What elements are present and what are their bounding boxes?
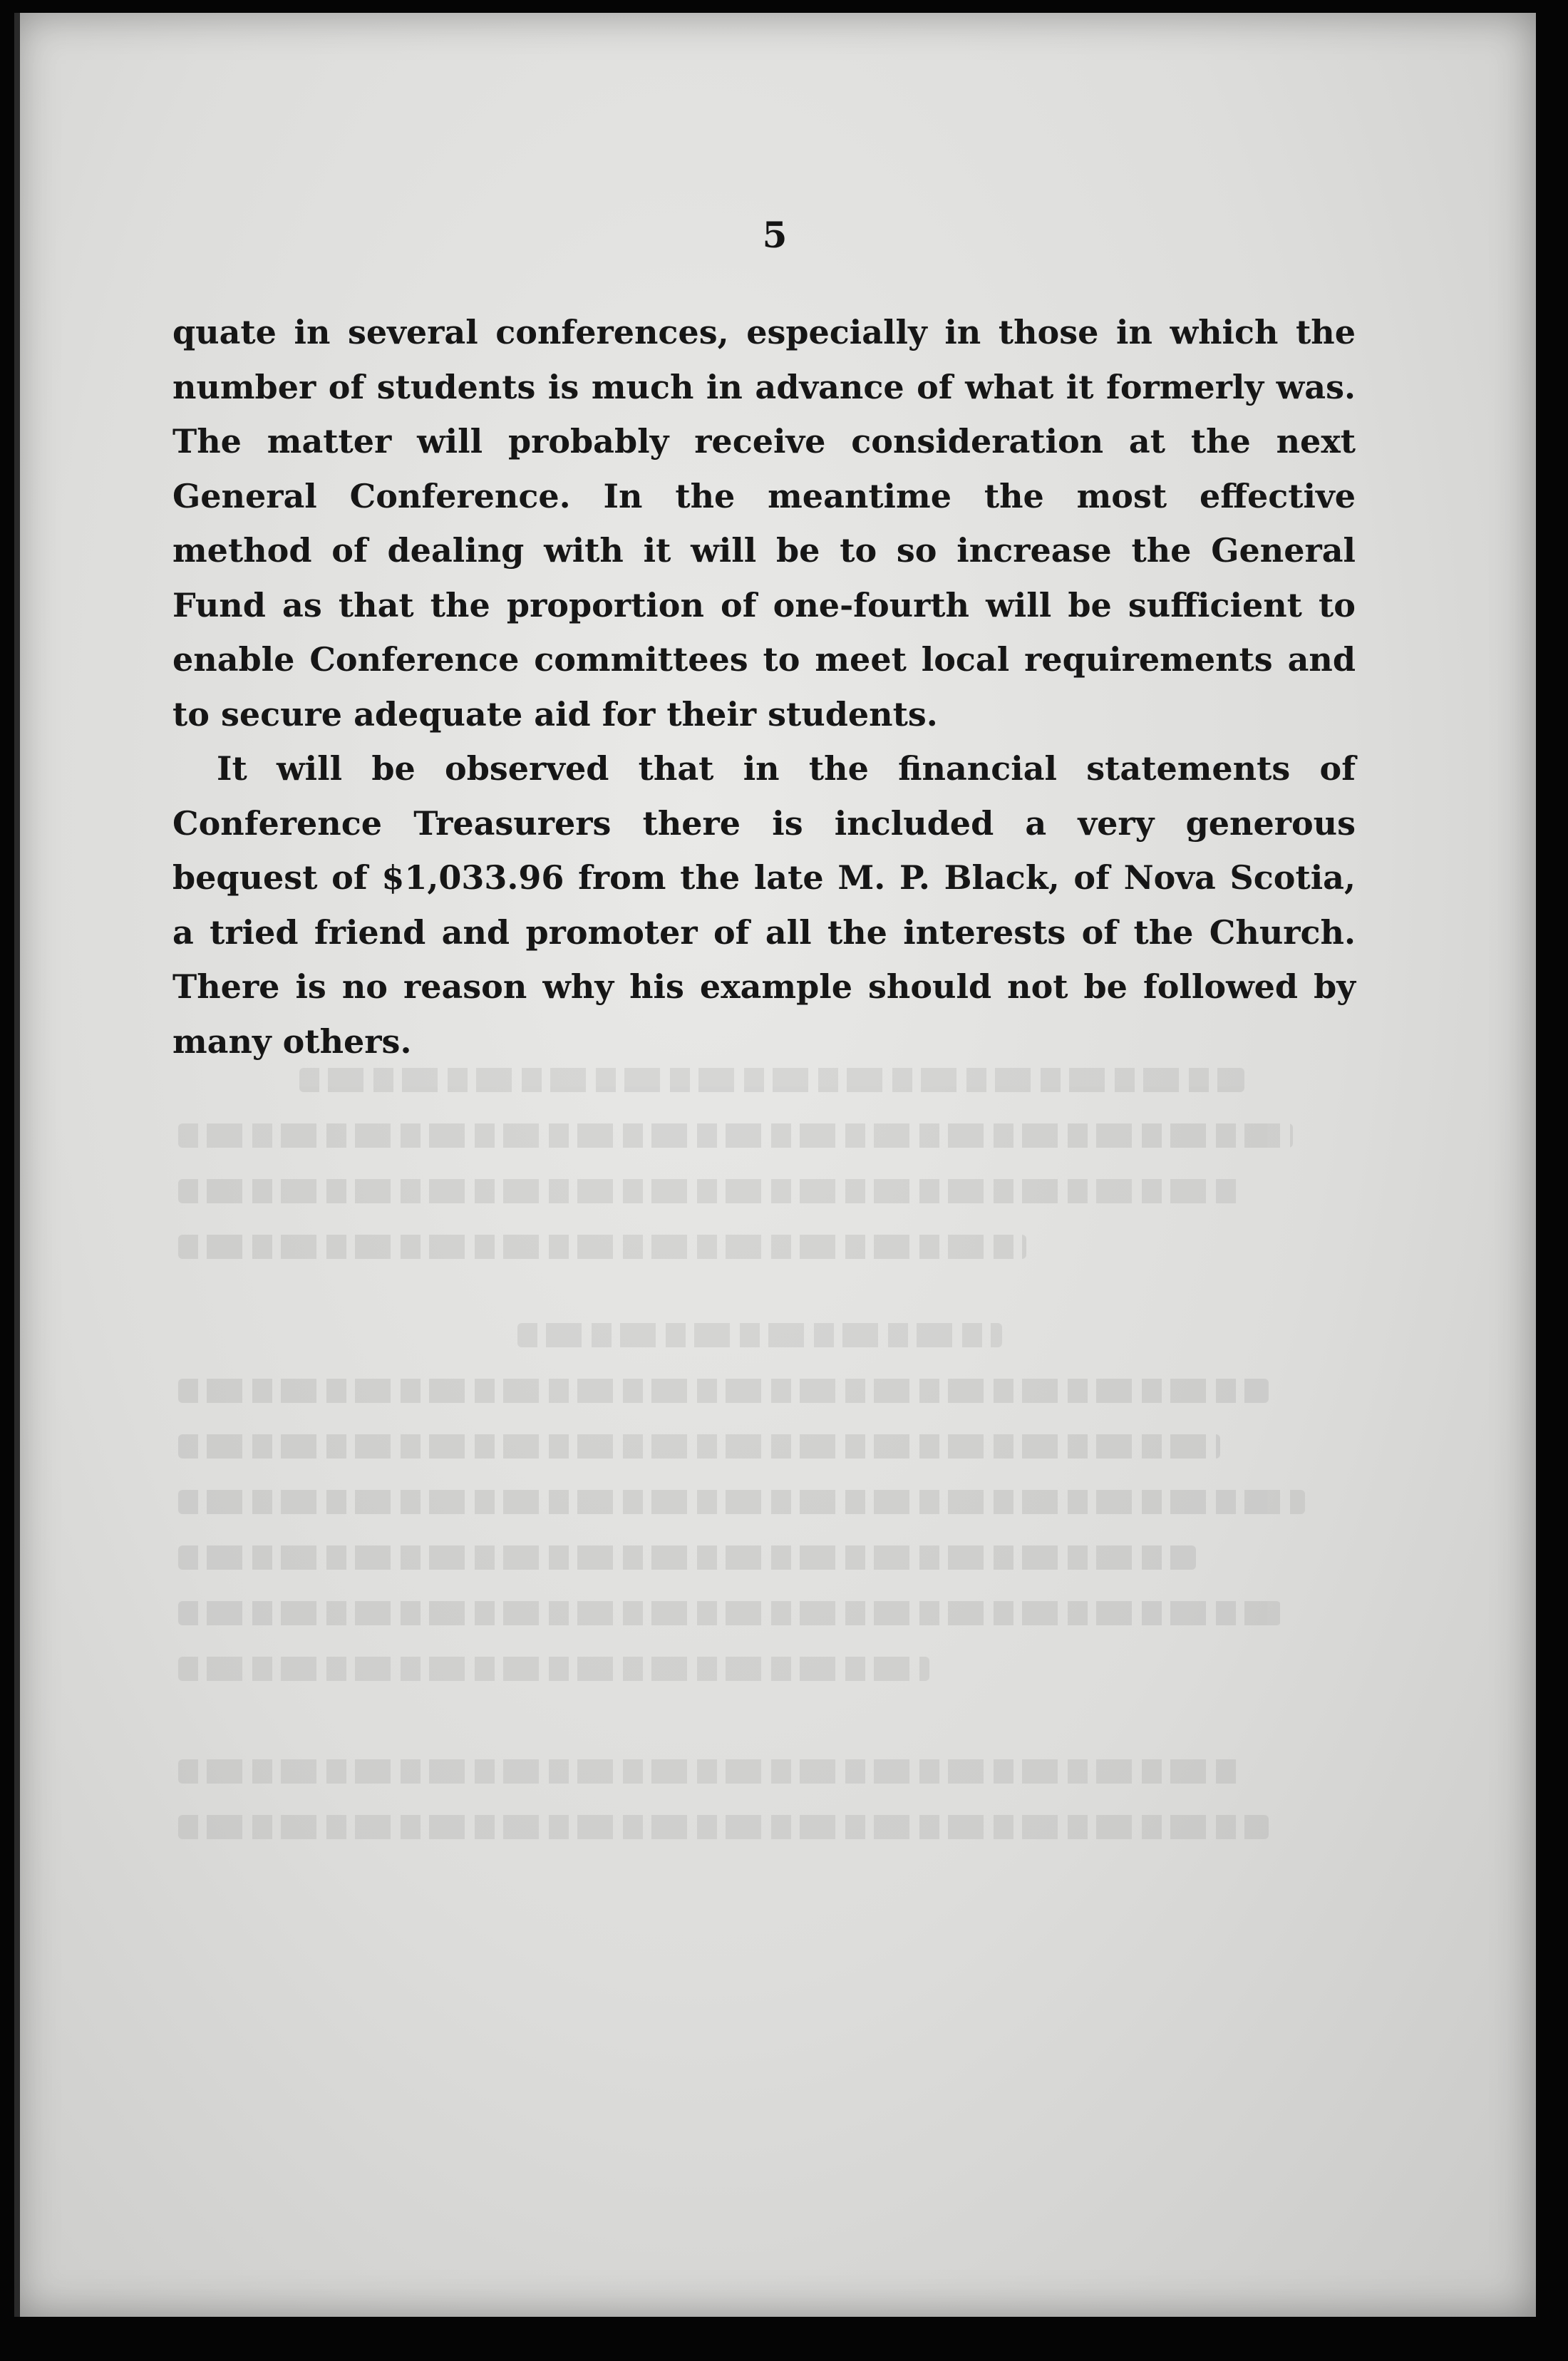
body-text [172, 305, 1356, 1069]
paragraph-continuation: quate in several conferences, especially in those in which the number of students is much in advance of what it formerly was. The matter will probably receive consideration at the next General Conference. In the meantime the most effective method of dealing with it will be to so increase the General Fund as that the proportion of one-fourth will be sufficient to enable Conference committees to meet local requirements and to secure adequate aid for their students. [172, 313, 1356, 734]
paragraph-bequest: It will be observed that in the financial statements of Conference Treasurers there is included a very generous bequest of $1,033.96 from the late M. P. Black, of Nova Scotia, a tried friend and promoter of all the interests of the Church. There is no reason why his example should not be followed by many others. [172, 749, 1356, 1061]
page-edge-shadow [14, 13, 20, 2317]
show-through-text [178, 1068, 1390, 2066]
page-number: 5 [762, 214, 788, 256]
document-page [14, 13, 1536, 2317]
